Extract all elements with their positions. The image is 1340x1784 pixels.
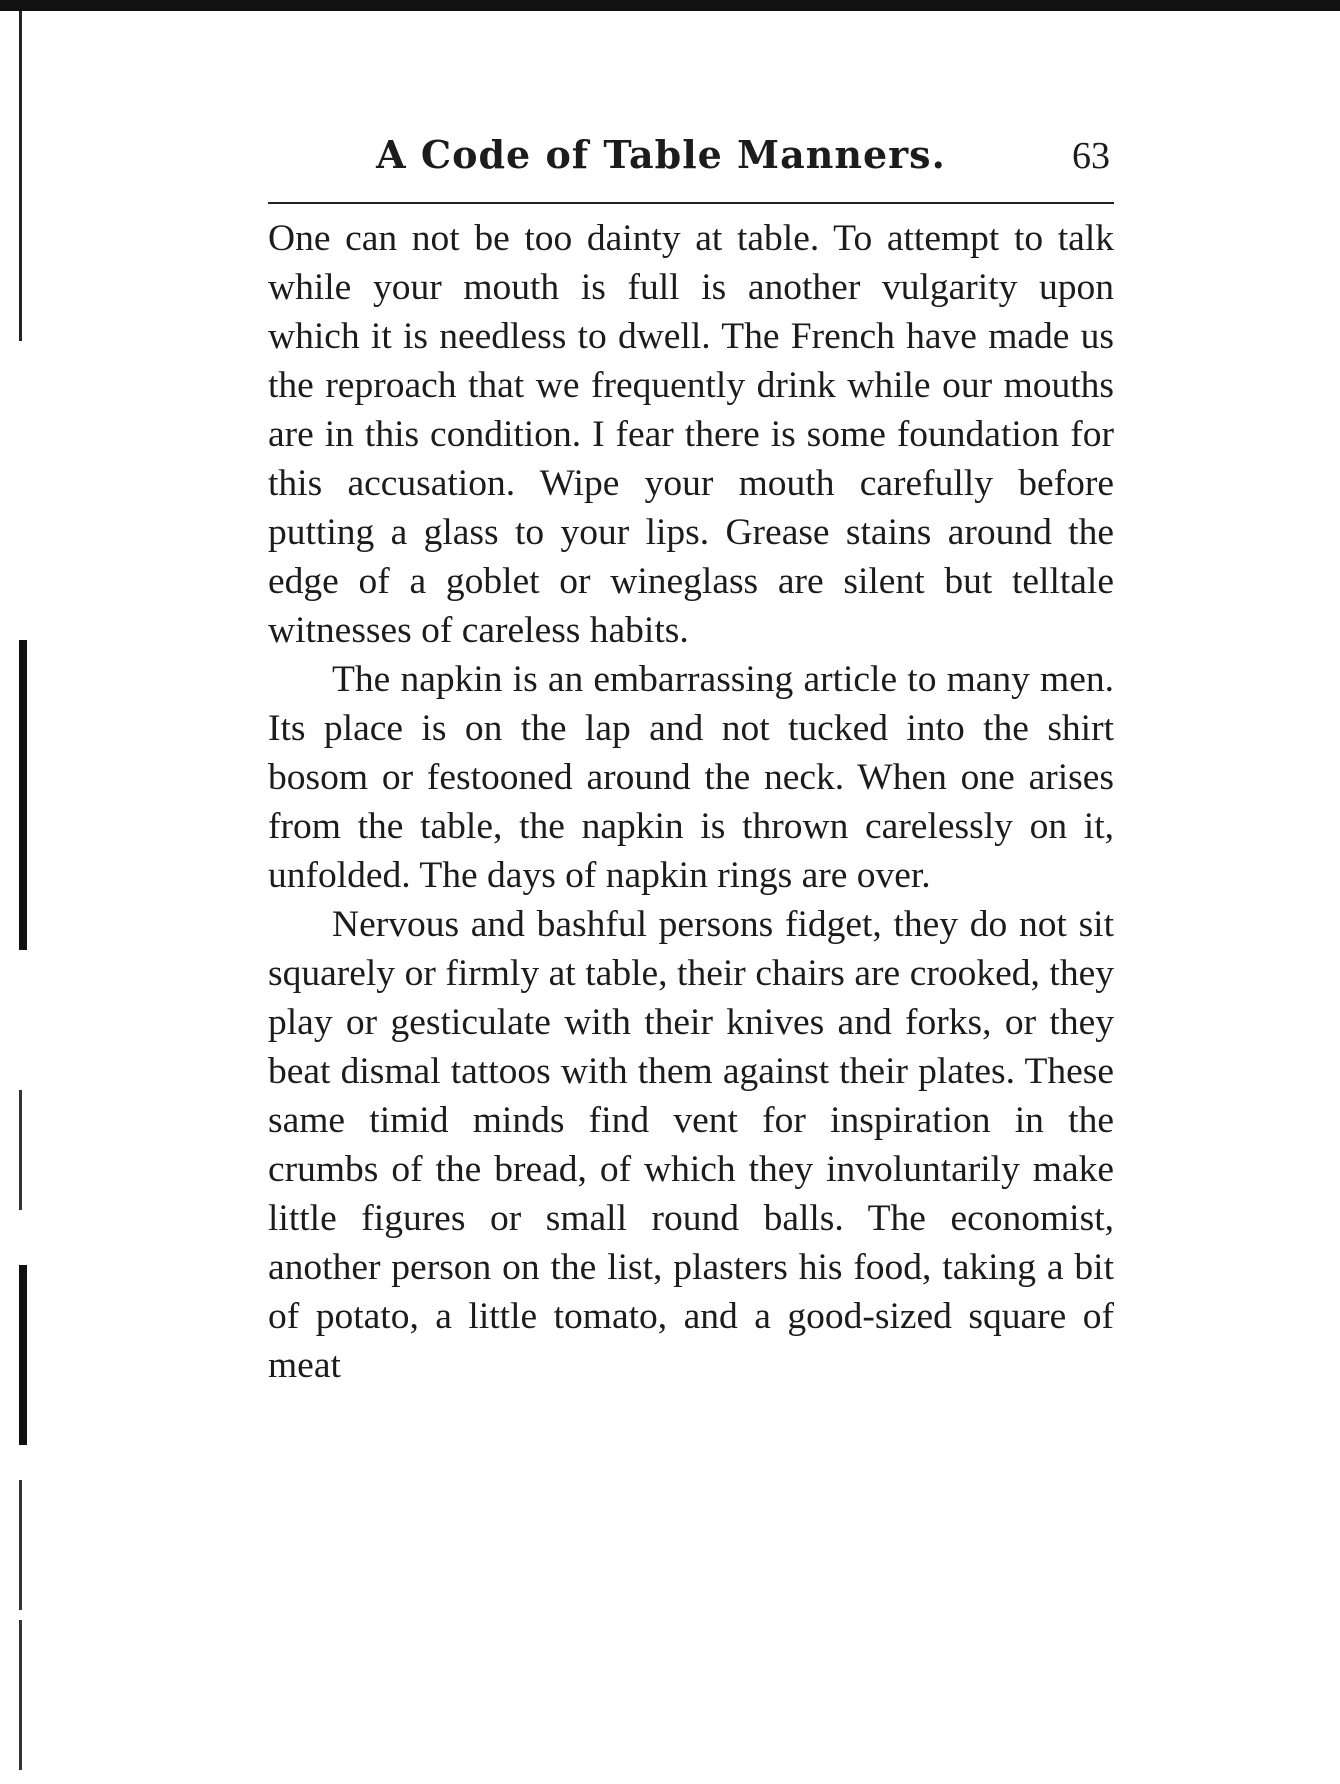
- running-head: [268, 120, 1114, 202]
- running-title: A Code of Table Manners.: [376, 132, 946, 177]
- binding-edge: [19, 640, 27, 950]
- paragraph-napkin: The napkin is an embarrassing article to many men. Its place is on the lap and not tucked into the shirt bosom or festooned around the neck. When one arises from the table, the napkin is thrown carelessly on it, unfolded. The days of napkin rings are over.: [268, 659, 1114, 896]
- book-page: [268, 120, 1114, 1390]
- scan-top-border: [0, 0, 1340, 11]
- binding-edge: [19, 1620, 22, 1770]
- binding-edge: [19, 1090, 22, 1210]
- binding-edge: [19, 1265, 27, 1445]
- paragraph-dainty-at-table: One can not be too dainty at table. To attempt to talk while your mouth is full is another vulgarity upon which it is needless to dwell. The French have made us the reproach that we frequently drink while our mouths are in this condition. I fear there is some foundation for this accusation. Wipe your mouth carefully before putting a glass to your lips. Grease stains around the edge of a goblet or wineglass are silent but telltale witnesses of careless habits.: [268, 218, 1114, 651]
- page-number: 63: [1072, 135, 1110, 177]
- binding-edge: [19, 1480, 22, 1610]
- header-rule: [268, 202, 1114, 204]
- paragraph-nervous-persons: Nervous and bashful persons fidget, they do not sit squarely or firmly at table, their chairs are crooked, they play or gesticulate with their knives and forks, or they beat dismal tattoos with them against their plates. These same timid minds find vent for inspiration in the crumbs of the bread, of which they involuntarily make little figures or small round balls. The economist, another person on the list, plasters his food, taking a bit of potato, a little tomato, and a good-sized square of meat: [268, 904, 1114, 1386]
- binding-edge: [19, 11, 22, 341]
